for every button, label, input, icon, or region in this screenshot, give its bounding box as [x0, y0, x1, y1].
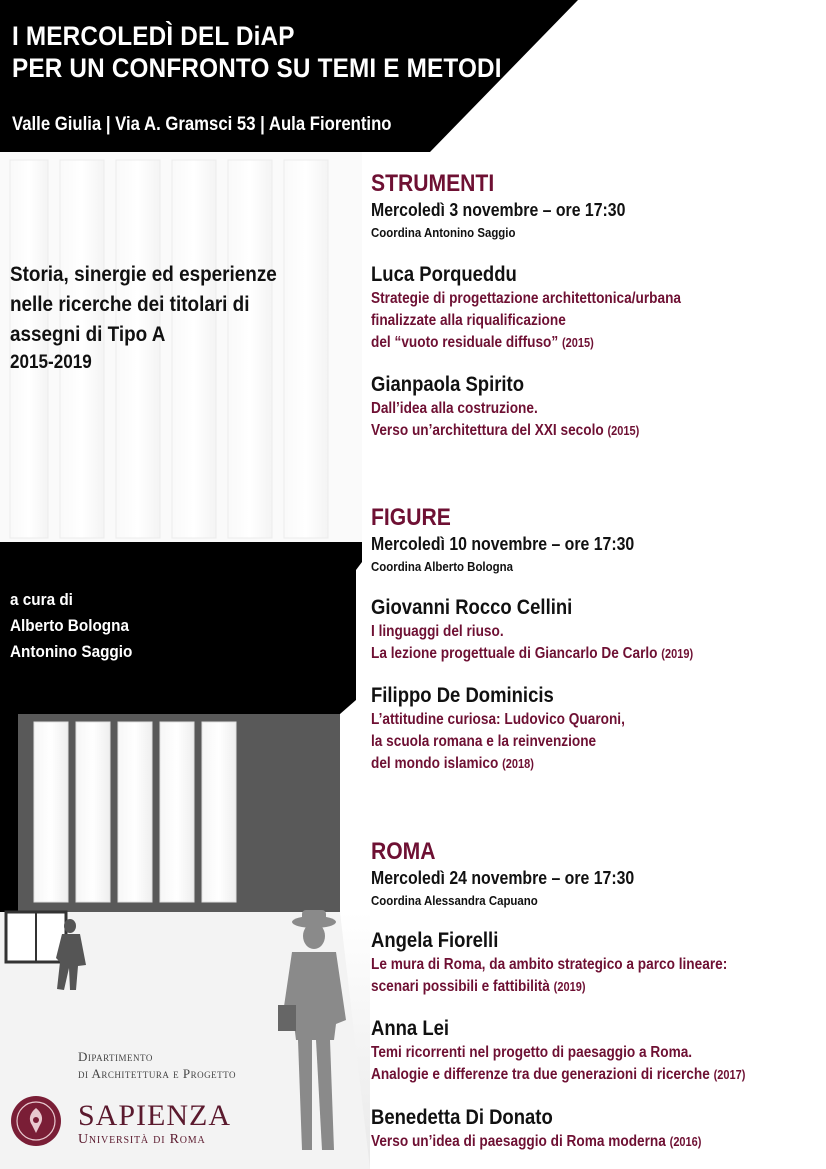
talk-title-line: Le mura di Roma, da ambito strategico a parco lineare: — [371, 956, 728, 973]
speaker-name: Giovanni Rocco Cellini — [371, 596, 573, 619]
talk-title-text: scenari possibili e fattibilità — [371, 978, 550, 995]
speaker-name: Anna Lei — [371, 1017, 450, 1040]
talk-title-text: Analogie e differenze tra due generazioni di ricerche — [371, 1066, 710, 1083]
talk-year: (2015) — [561, 336, 594, 350]
curator-name: Antonino Saggio — [10, 642, 133, 661]
intro-line: nelle ricerche dei titolari di — [10, 293, 250, 316]
talk-title-text: del “vuoto residuale diffuso” — [371, 334, 559, 351]
speaker-name: Filippo De Dominicis — [371, 684, 554, 707]
curators-block — [10, 587, 146, 665]
section-title: STRUMENTI — [371, 170, 495, 197]
university-subtitle: Università di Roma — [78, 1132, 206, 1147]
section-coordinator: Coordina Alberto Bologna — [371, 559, 513, 574]
department-line: di Architettura e Progetto — [78, 1066, 236, 1081]
talk — [371, 928, 826, 998]
talk-title-line — [371, 753, 771, 775]
university-name: SAPIENZA — [78, 1099, 232, 1132]
intro-block — [10, 260, 306, 376]
talk-title-line — [371, 1131, 771, 1153]
intro-years: 2015-2019 — [10, 352, 92, 373]
event-title-line1: I MERCOLEDÌ DEL DiAP — [12, 21, 295, 51]
section-date: Mercoledì 10 novembre – ore 17:30 — [371, 534, 635, 554]
speaker-name: Benedetta Di Donato — [371, 1106, 553, 1129]
section-strumenti — [371, 170, 821, 244]
intro-line: Storia, sinergie ed esperienze — [10, 263, 277, 286]
section-date: Mercoledì 3 novembre – ore 17:30 — [371, 200, 626, 220]
section-title: FIGURE — [371, 504, 451, 531]
event-header — [12, 20, 556, 136]
talk — [371, 372, 826, 442]
talk-title-text: Verso un’idea di paesaggio di Roma moderna — [371, 1133, 666, 1150]
talk-title-line — [371, 1064, 771, 1086]
talk-title-text: Verso un’architettura del XXI secolo — [371, 422, 604, 439]
university-logo — [78, 1100, 231, 1148]
department-line: Dipartimento — [78, 1049, 153, 1064]
section-coordinator: Coordina Antonino Saggio — [371, 225, 516, 240]
section-roma — [371, 838, 821, 912]
university-seal-icon — [10, 1095, 62, 1147]
section-date: Mercoledì 24 novembre – ore 17:30 — [371, 868, 635, 888]
talk-title-line: I linguaggi del riuso. — [371, 623, 504, 640]
talk — [371, 262, 826, 354]
talk — [371, 1016, 826, 1086]
talk-title-line: L’attitudine curiosa: Ludovico Quaroni, — [371, 711, 625, 728]
section-coordinator: Coordina Alessandra Capuano — [371, 893, 538, 908]
talk-title-line — [371, 420, 771, 442]
talk-year: (2019) — [553, 980, 586, 994]
talk-year: (2018) — [502, 757, 534, 771]
talk-year: (2015) — [607, 424, 640, 438]
talk-year: (2017) — [713, 1068, 746, 1082]
speaker-name: Gianpaola Spirito — [371, 373, 524, 396]
talk — [371, 1105, 826, 1153]
event-title-line2: PER UN CONFRONTO SU TEMI E METODI — [12, 53, 502, 83]
talk-title-line — [371, 976, 771, 998]
talk-title-line: Temi ricorrenti nel progetto di paesaggio a Roma. — [371, 1044, 693, 1061]
talk — [371, 683, 826, 775]
talk-title-line: la scuola romana e la reinvenzione — [371, 733, 597, 750]
curator-name: Alberto Bologna — [10, 616, 129, 635]
talk-title-text: del mondo islamico — [371, 755, 499, 772]
talk-title-line: Strategie di progettazione architettonica/urbana — [371, 290, 681, 307]
talk-year: (2016) — [669, 1135, 702, 1149]
speaker-name: Angela Fiorelli — [371, 929, 499, 952]
talk-title-line — [371, 332, 771, 354]
talk-title-line — [371, 643, 771, 665]
talk-title-line: finalizzate alla riqualificazione — [371, 312, 566, 329]
talk-title-text: La lezione progettuale di Giancarlo De Carlo — [371, 645, 658, 662]
talk-year: (2019) — [661, 647, 694, 661]
section-title: ROMA — [371, 838, 436, 865]
intro-line: assegni di Tipo A — [10, 323, 166, 346]
section-figure — [371, 504, 821, 578]
curators-label: a cura di — [10, 590, 73, 609]
department-name — [78, 1048, 236, 1082]
event-location: Valle Giulia | Via A. Gramsci 53 | Aula Fiorentino — [12, 114, 392, 135]
talk-title-line: Dall’idea alla costruzione. — [371, 400, 538, 417]
talk — [371, 595, 826, 665]
speaker-name: Luca Porqueddu — [371, 263, 517, 286]
